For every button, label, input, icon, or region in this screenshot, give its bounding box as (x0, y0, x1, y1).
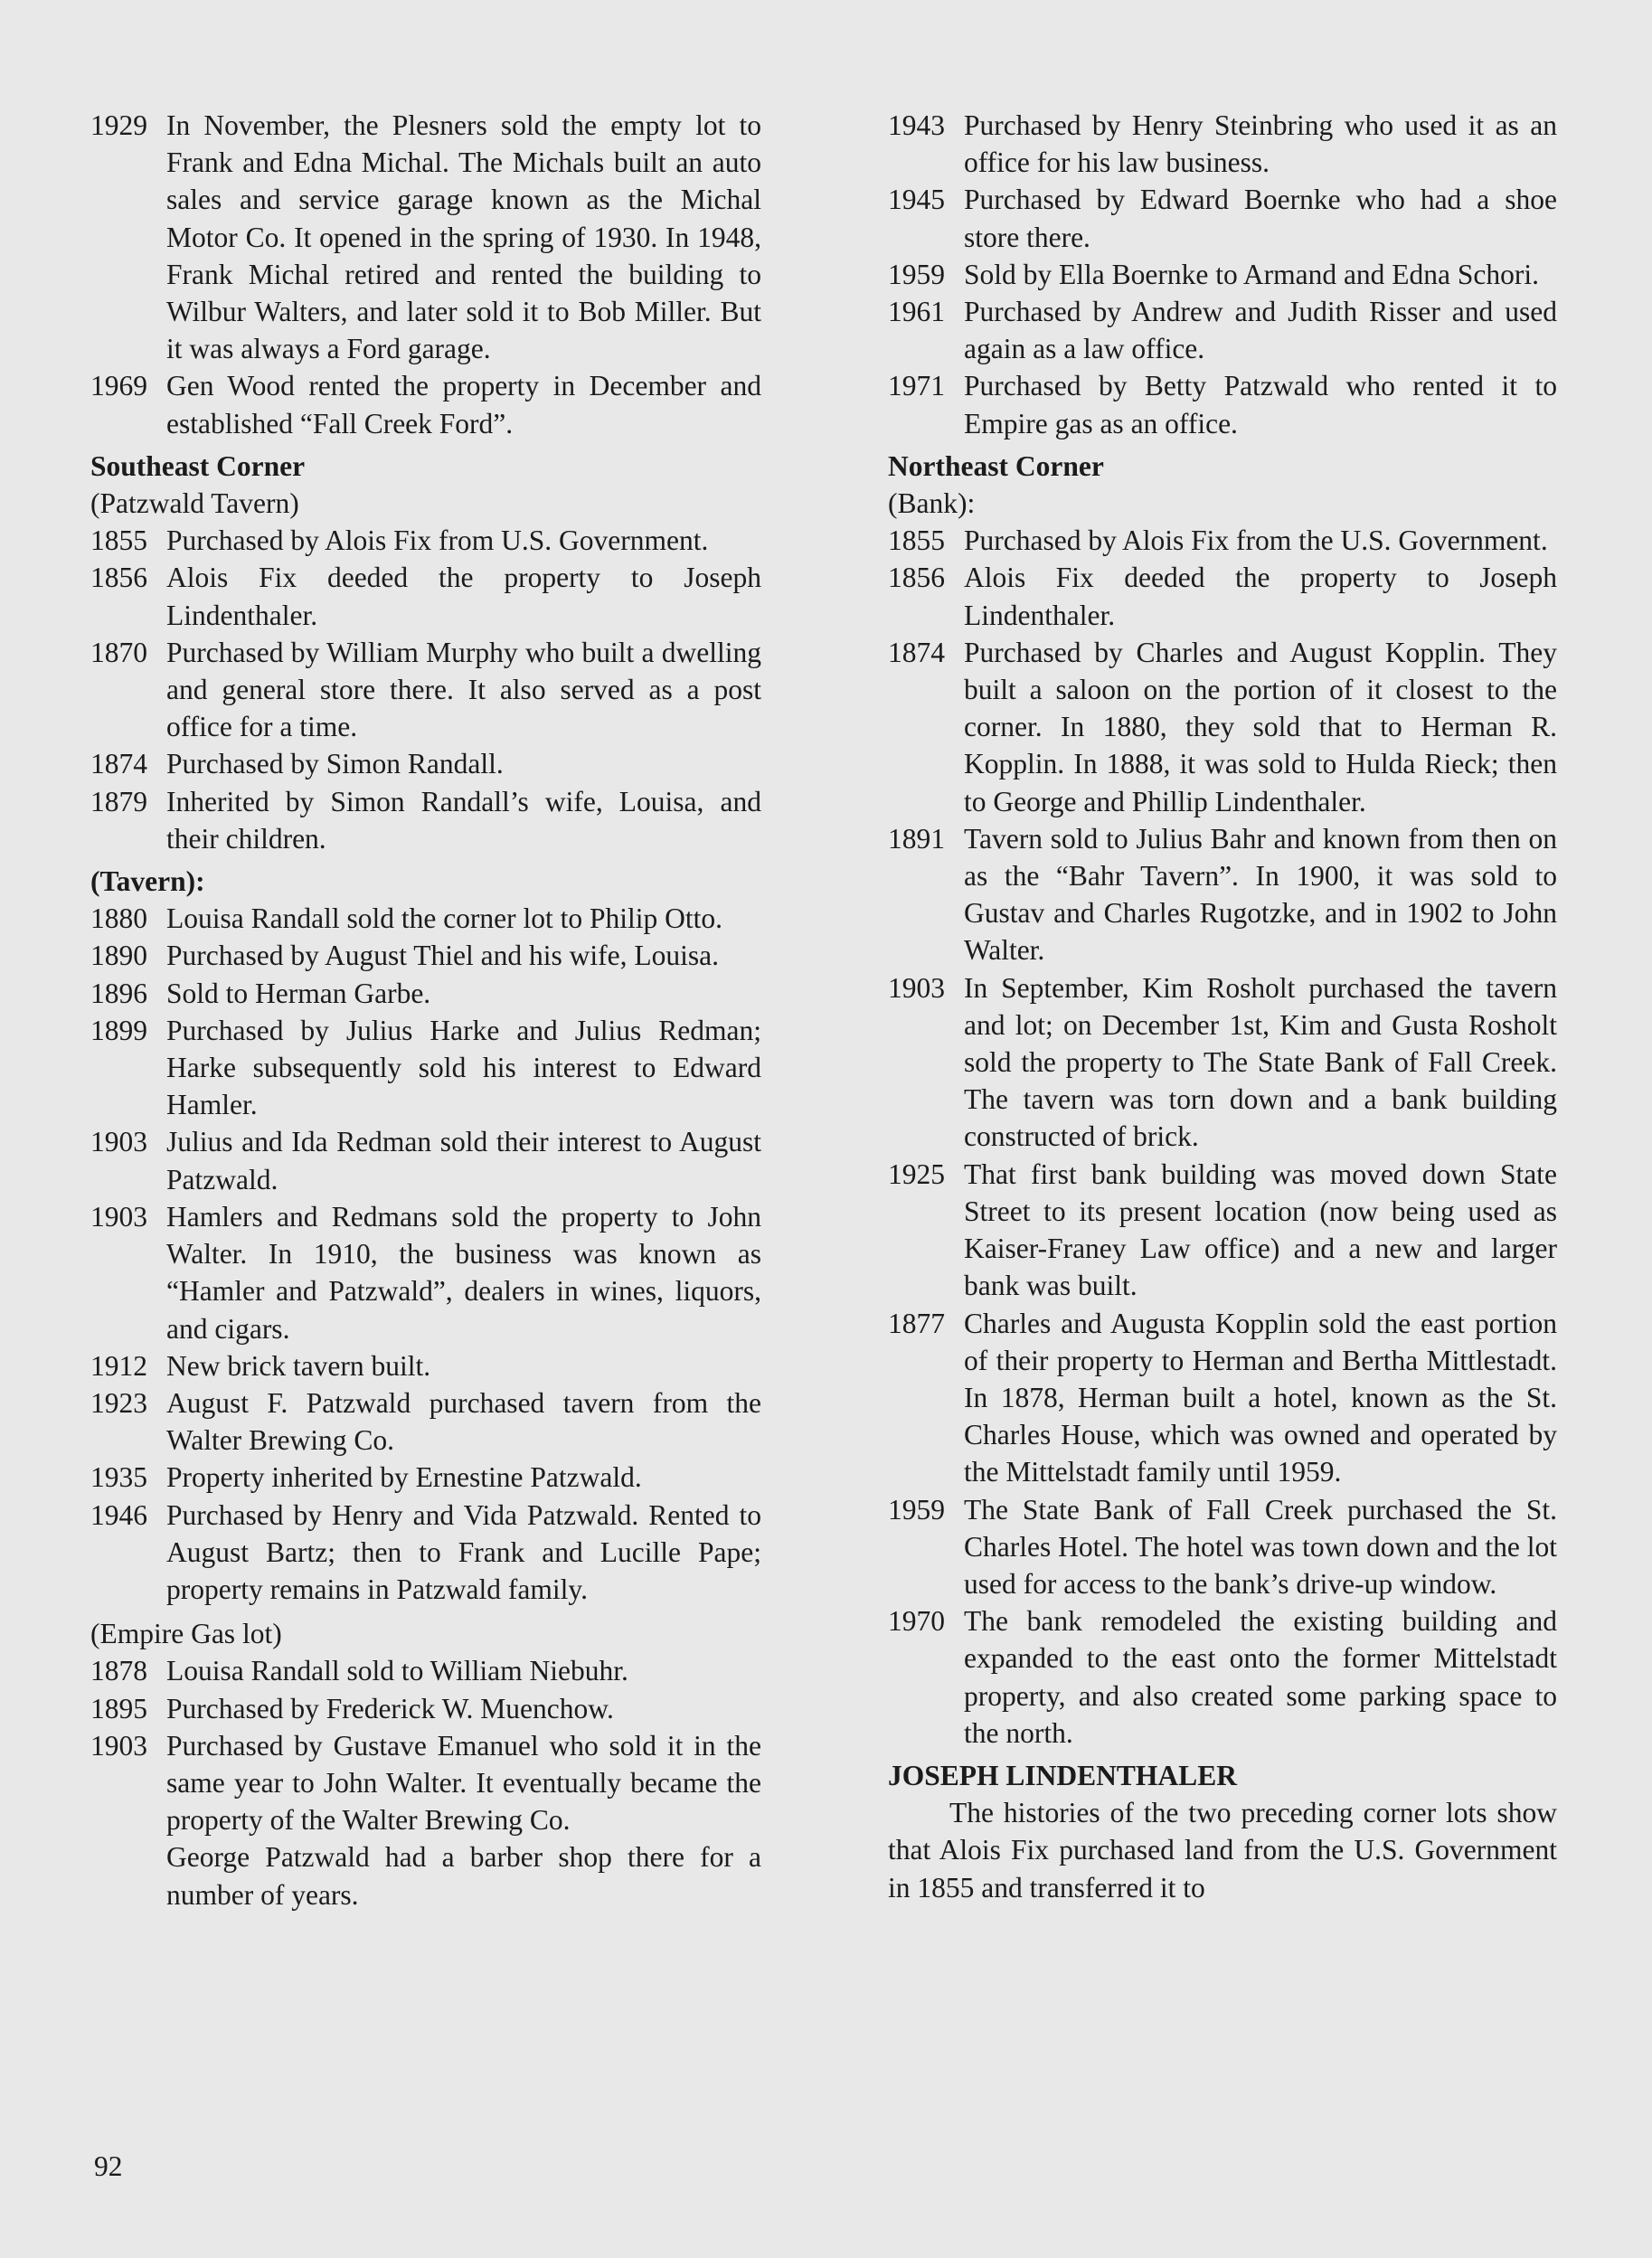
entry-year: 1925 (888, 1157, 945, 1190)
entry (90, 1497, 761, 1609)
entry-year: 1903 (90, 1126, 147, 1158)
entry-year: 1877 (888, 1307, 945, 1339)
entry-year: 1943 (888, 109, 945, 141)
entry-text: Purchased by Henry and Vida Patzwald. Rented to August Bartz; then to Frank and Lucille Pape; property remains in Patzwald family. (166, 1498, 761, 1605)
entry-year: 1929 (90, 109, 147, 141)
entry-text: Purchased by Edward Boernke who had a shoe store there. (964, 184, 1557, 253)
entry-text: Sold by Ella Boernke to Armand and Edna Schori. (964, 258, 1540, 290)
entry-year: 1891 (888, 822, 945, 855)
entry (888, 1602, 1557, 1752)
entry-year: 1903 (888, 971, 945, 1004)
entry-text: Purchased by Betty Patzwald who rented it to Empire gas as an office. (964, 370, 1557, 439)
entry-year: 1946 (90, 1498, 147, 1531)
entry (888, 1305, 1557, 1491)
entry-year: 1969 (90, 370, 147, 402)
entry-year: 1971 (888, 370, 945, 402)
northeast-corner-subheading: (Bank): (888, 487, 976, 520)
entry-year: 1874 (888, 636, 945, 668)
entry (90, 1652, 761, 1689)
entry (888, 522, 1557, 559)
entry (888, 634, 1557, 820)
entry (90, 367, 761, 441)
entry-text: Gen Wood rented the property in December and established “Fall Creek Ford”. (166, 370, 761, 439)
entry (90, 559, 761, 633)
entry (90, 634, 761, 746)
entry (90, 937, 761, 974)
entry-text: Purchased by Alois Fix from U.S. Government. (166, 524, 709, 557)
entry-text: Louisa Randall sold to William Niebuhr. (166, 1655, 628, 1687)
entry-year: 1890 (90, 940, 147, 972)
entry-text: Charles and Augusta Kopplin sold the east portion of their property to Herman and Bertha Mittlestadt. In 1878, Herman built a hotel, known as the St. Charles House, which was owned and operated by the Mittelstadt family until 1959. (964, 1307, 1557, 1488)
entry (888, 293, 1557, 367)
entry (90, 783, 761, 857)
southeast-entries (90, 522, 761, 857)
entry-text: Purchased by Charles and August Kopplin. They built a saloon on the portion of it closest to the corner. In 1880, they sold that to Herman R. Kopplin. In 1888, it was sold to Hulda Rieck; then to George and Phillip Lindenthaler. (964, 636, 1557, 817)
northeast-corner-heading: Northeast Corner (888, 449, 1104, 482)
entry (888, 1491, 1557, 1603)
empire-gas-lot-heading: (Empire Gas lot) (90, 1618, 282, 1650)
page-number: 92 (94, 2150, 123, 2182)
entry-text: In November, the Plesners sold the empty lot to Frank and Edna Michal. The Michals built an auto sales and service garage known as the Michal Motor Co. It opened in the spring of 1930. In 1948, Frank Michal retired and rented the building to Wilbur Walters, and later sold it to Bob Miller. But it was always a Ford garage. (166, 109, 761, 365)
entry (888, 256, 1557, 293)
entry-year: 1878 (90, 1655, 147, 1687)
left-column (90, 107, 761, 1913)
entry-year: 1855 (90, 524, 147, 557)
entry (90, 900, 761, 937)
entry-text: Hamlers and Redmans sold the property to John Walter. In 1910, the business was known as “Hamler and Patzwald”, dealers in wines, liquors, and cigars. (166, 1200, 761, 1345)
entry-year: 1970 (888, 1605, 945, 1638)
entry-year: 1899 (90, 1014, 147, 1046)
entry-year: 1959 (888, 1493, 945, 1526)
entry (888, 367, 1557, 441)
entry (90, 975, 761, 1012)
entry (90, 745, 761, 782)
entry (888, 820, 1557, 969)
entry-text: Purchased by Julius Harke and Julius Redman; Harke subsequently sold his interest to Edward Hamler. (166, 1014, 761, 1121)
entry-text: Louisa Randall sold the corner lot to Philip Otto. (166, 902, 723, 935)
entry-text: The State Bank of Fall Creek purchased the St. Charles Hotel. The hotel was town down and the lot used for access to the bank’s drive-up window. (964, 1493, 1557, 1600)
entry-year: 1895 (90, 1692, 147, 1724)
entry-text: Purchased by Gustave Emanuel who sold it in the same year to John Walter. It eventually became the property of the Walter Brewing Co. (166, 1729, 761, 1837)
entry-text: Purchased by Henry Steinbring who used it as an office for his law business. (964, 109, 1557, 179)
joseph-lindenthaler-heading: JOSEPH LINDENTHALER (888, 1759, 1237, 1791)
southeast-corner-heading: Southeast Corner (90, 449, 306, 482)
entry-year: 1961 (888, 296, 945, 328)
entry (90, 1123, 761, 1197)
entry-year: 1923 (90, 1386, 147, 1419)
entry-text: The bank remodeled the existing building and expanded to the east onto the former Mittelstadt property, and also created some parking space to the north. (964, 1605, 1557, 1749)
tavern-heading: (Tavern): (90, 865, 205, 898)
entry-year: 1903 (90, 1729, 147, 1762)
entry-year: 1896 (90, 977, 147, 1009)
entry-year: 1879 (90, 785, 147, 817)
entry (90, 1347, 761, 1384)
right-column (888, 107, 1557, 1906)
entry-text: Julius and Ida Redman sold their interest to August Patzwald. (166, 1126, 761, 1195)
entry-text: Property inherited by Ernestine Patzwald. (166, 1461, 642, 1494)
entry-text: Purchased by Alois Fix from the U.S. Government. (964, 524, 1548, 557)
entry-text: Purchased by Frederick W. Muenchow. (166, 1692, 614, 1724)
entry (90, 1690, 761, 1727)
entry-year: 1856 (888, 562, 945, 594)
empire-note: George Patzwald had a barber shop there for a number of years. (166, 1841, 761, 1911)
entry-year: 1945 (888, 184, 945, 216)
entry (90, 1012, 761, 1124)
entry (90, 1384, 761, 1459)
entry-text: Purchased by Simon Randall. (166, 748, 504, 780)
entry-year: 1870 (90, 636, 147, 668)
entry-text: New brick tavern built. (166, 1349, 431, 1382)
joseph-lindenthaler-paragraph: The histories of the two preceding corner lots show that Alois Fix purchased land from the U.S. Government in 1855 and transferred it to (888, 1797, 1557, 1904)
entry-text: Purchased by August Thiel and his wife, Louisa. (166, 940, 719, 972)
entry-year: 1935 (90, 1461, 147, 1494)
entry-text: Purchased by Andrew and Judith Risser and used again as a law office. (964, 296, 1557, 365)
entry-year: 1880 (90, 902, 147, 935)
entry-text: Alois Fix deeded the property to Joseph Lindenthaler. (964, 562, 1557, 631)
entry-text: Alois Fix deeded the property to Joseph Lindenthaler. (166, 562, 761, 631)
entry (888, 1156, 1557, 1305)
empire-entries (90, 1652, 761, 1838)
entry (888, 559, 1557, 633)
entry (90, 107, 761, 367)
right-top-entries (888, 107, 1557, 442)
entry (90, 1727, 761, 1839)
left-top-entries (90, 107, 761, 442)
entry-year: 1912 (90, 1349, 147, 1382)
entry (888, 107, 1557, 181)
northeast-entries (888, 522, 1557, 1752)
tavern-entries (90, 900, 761, 1608)
entry (90, 522, 761, 559)
entry-text: In September, Kim Rosholt purchased the tavern and lot; on December 1st, Kim and Gusta Rosholt sold the property to The State Bank of Fall Creek. The tavern was torn down and a bank building constructed of brick. (964, 971, 1557, 1153)
entry-text: Purchased by William Murphy who built a dwelling and general store there. It also served as a post office for a time. (166, 636, 761, 743)
entry-text: Sold to Herman Garbe. (166, 977, 431, 1009)
entry-year: 1856 (90, 562, 147, 594)
entry (90, 1198, 761, 1347)
entry-text: That first bank building was moved down State Street to its present location (now being used as Kaiser-Franey Law office) and a new and larger bank was built. (964, 1157, 1557, 1302)
entry-year: 1855 (888, 524, 945, 557)
southeast-corner-subheading: (Patzwald Tavern) (90, 487, 299, 520)
entry-text: Inherited by Simon Randall’s wife, Louisa, and their children. (166, 785, 761, 855)
entry-year: 1874 (90, 748, 147, 780)
entry (90, 1459, 761, 1496)
entry (888, 181, 1557, 255)
entry-text: Tavern sold to Julius Bahr and known from then on as the “Bahr Tavern”. In 1900, it was sold to Gustav and Charles Rugotzke, and in 1902 to John Walter. (964, 822, 1557, 967)
entry-text: August F. Patzwald purchased tavern from the Walter Brewing Co. (166, 1386, 761, 1457)
entry-year: 1903 (90, 1200, 147, 1233)
entry-year: 1959 (888, 258, 945, 290)
entry (888, 969, 1557, 1156)
